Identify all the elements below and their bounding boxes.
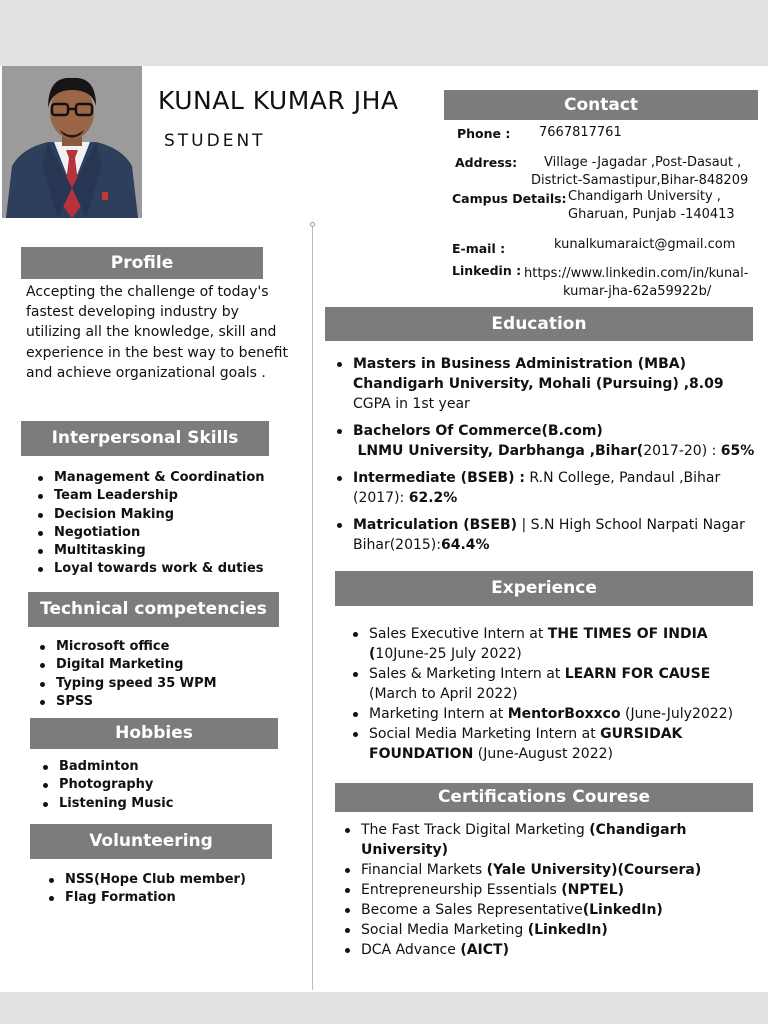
certification-item: Entrepreneurship Essentials (NPTEL) [345, 880, 745, 900]
address-line-2: District-Samastipur,Bihar-848209 [531, 173, 749, 188]
list-item: Microsoft office [40, 638, 217, 656]
candidate-name: KUNAL KUMAR JHA [158, 86, 399, 115]
column-divider [312, 224, 313, 990]
education-item: Intermediate (BSEB) : R.N College, Pandaul ,Bihar (2017): 62.2% [337, 468, 761, 508]
certification-item: DCA Advance (AICT) [345, 940, 745, 960]
education-item: Matriculation (BSEB) | S.N High School Narpati Nagar Bihar(2015):64.4% [337, 515, 761, 555]
certification-item: Become a Sales Representative(LinkedIn) [345, 900, 745, 920]
campus-label: Campus Details: [452, 191, 567, 206]
list-item: Typing speed 35 WPM [40, 675, 217, 693]
linkedin-url-line-1[interactable]: https://www.linkedin.com/in/kunal- [524, 266, 749, 281]
list-item: Negotiation [38, 524, 265, 542]
divider-dot [310, 222, 315, 227]
list-item: Team Leadership [38, 487, 265, 505]
list-item: Badminton [43, 758, 173, 776]
list-item: Loyal towards work & duties [38, 560, 265, 578]
volunteering-heading: Volunteering [30, 824, 272, 859]
technical-heading: Technical competencies [28, 592, 279, 627]
list-item: Flag Formation [49, 889, 246, 907]
email-value[interactable]: kunalkumaraict@gmail.com [554, 237, 736, 252]
phone-value: 7667817761 [539, 125, 622, 140]
address-line-1: Village -Jagadar ,Post-Dasaut , [544, 155, 742, 170]
interpersonal-list [38, 469, 265, 579]
education-list [337, 354, 761, 562]
list-item: Digital Marketing [40, 656, 217, 674]
campus-line-1: Chandigarh University , [568, 189, 721, 204]
list-item: NSS(Hope Club member) [49, 871, 246, 889]
list-item: Photography [43, 776, 173, 794]
certifications-list [345, 820, 745, 960]
list-item: Listening Music [43, 795, 173, 813]
experience-item: Sales Executive Intern at THE TIMES OF INDIA (10June-25 July 2022) [353, 624, 753, 664]
certification-item: Social Media Marketing (LinkedIn) [345, 920, 745, 940]
top-band [0, 0, 768, 66]
certifications-heading: Certifications Courese [335, 783, 753, 812]
hobbies-list [43, 758, 173, 813]
email-label: E-mail : [452, 241, 506, 256]
certification-item: Financial Markets (Yale University)(Coursera) [345, 860, 745, 880]
experience-item: Marketing Intern at MentorBoxxco (June-July2022) [353, 704, 753, 724]
campus-line-2: Gharuan, Punjab -140413 [568, 207, 735, 222]
profile-photo [2, 66, 142, 218]
person-avatar-icon [2, 66, 142, 218]
education-item: Bachelors Of Commerce(B.com) LNMU University, Darbhanga ,Bihar(2017-20) : 65% [337, 421, 761, 461]
profile-heading: Profile [21, 247, 263, 279]
list-item: Multitasking [38, 542, 265, 560]
profile-text: Accepting the challenge of today's fastest developing industry by utilizing all the knowledge, skill and experience in the best way to benefit and achieve organizational goals . [26, 284, 288, 381]
linkedin-url-line-2[interactable]: kumar-jha-62a59922b/ [563, 284, 712, 299]
bottom-band [0, 992, 768, 1024]
experience-item: Sales & Marketing Intern at LEARN FOR CAUSE (March to April 2022) [353, 664, 753, 704]
education-heading: Education [325, 307, 753, 341]
list-item: Management & Coordination [38, 469, 265, 487]
technical-list [40, 638, 217, 711]
interpersonal-heading: Interpersonal Skills [21, 421, 269, 456]
experience-item: Social Media Marketing Intern at GURSIDAK FOUNDATION (June-August 2022) [353, 724, 753, 764]
phone-label: Phone : [457, 126, 511, 141]
certification-item: The Fast Track Digital Marketing (Chandigarh University) [345, 820, 745, 860]
list-item: Decision Making [38, 506, 265, 524]
address-label: Address: [455, 155, 518, 170]
contact-heading: Contact [444, 90, 758, 120]
list-item: SPSS [40, 693, 217, 711]
volunteering-list [49, 871, 246, 908]
education-item: Masters in Business Administration (MBA) Chandigarh University, Mohali (Pursuing) ,8.09 CGPA in 1st year [337, 354, 761, 414]
hobbies-heading: Hobbies [30, 718, 278, 749]
candidate-title: STUDENT [164, 131, 266, 151]
experience-list [353, 624, 753, 764]
experience-heading: Experience [335, 571, 753, 606]
linkedin-label: Linkedin : [452, 263, 522, 278]
